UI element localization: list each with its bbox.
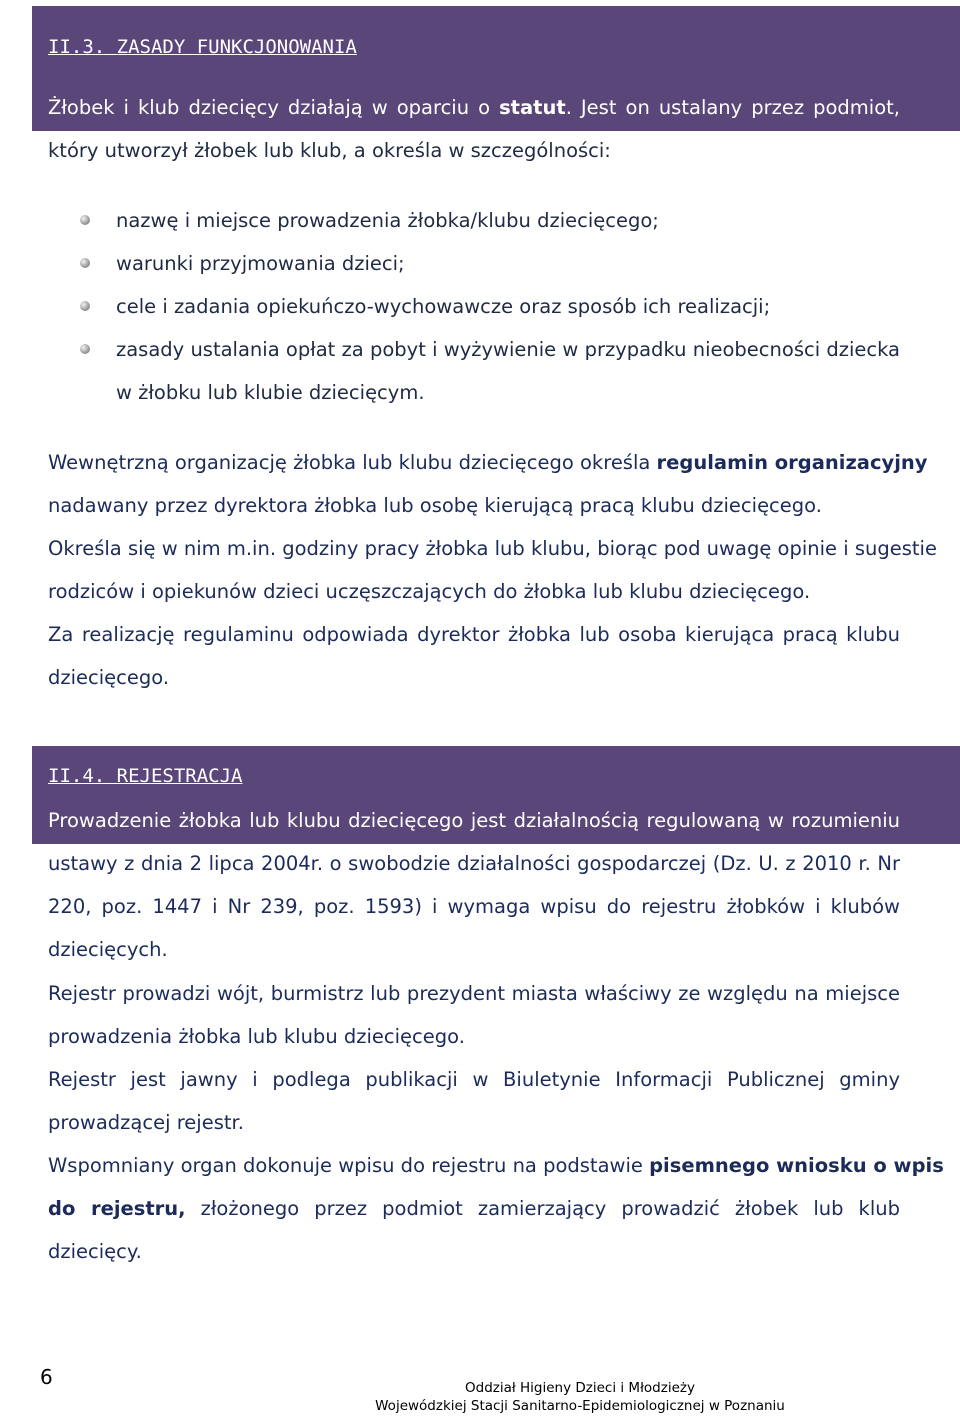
paragraph-line: nadawany przez dyrektora żłobka lub osobę kierującą pracą klubu dziecięcego. xyxy=(48,494,822,517)
paragraph-line: Wewnętrzną organizację żłobka lub klubu dziecięcego określa regulamin organizacyjny xyxy=(48,451,928,474)
section-heading: II.4. REJESTRACJA xyxy=(48,765,243,787)
paragraph-line: Żłobek i klub dziecięcy działają w oparciu o statut. Jest on ustalany przez podmiot, xyxy=(48,96,900,119)
bullet-icon xyxy=(80,301,90,311)
paragraph-line: ustawy z dnia 2 lipca 2004r. o swobodzie działalności gospodarczej (Dz. U. z 2010 r. Nr xyxy=(48,852,900,875)
bullet-icon xyxy=(80,215,90,225)
footer-line: Oddział Higieny Dzieci i Młodzieży xyxy=(465,1380,695,1396)
paragraph-line: dziecięcy. xyxy=(48,1240,142,1263)
section-heading: II.3. ZASADY FUNKCJONOWANIA xyxy=(48,36,357,58)
paragraph-line: dziecięcego. xyxy=(48,666,170,689)
paragraph-line: Określa się w nim m.in. godziny pracy żłobka lub klubu, biorąc pod uwagę opinie i sugestie xyxy=(48,537,937,560)
paragraph-line: 220, poz. 1447 i Nr 239, poz. 1593) i wymaga wpisu do rejestru żłobków i klubów xyxy=(48,895,900,918)
bullet-icon xyxy=(80,344,90,354)
bullet-icon xyxy=(80,258,90,268)
paragraph-line: dziecięcych. xyxy=(48,938,168,961)
paragraph-line: Prowadzenie żłobka lub klubu dziecięcego jest działalnością regulowaną w rozumieniu xyxy=(48,809,900,832)
paragraph-line: prowadzącej rejestr. xyxy=(48,1111,244,1134)
paragraph-line: rodziców i opiekunów dzieci uczęszczających do żłobka lub klubu dziecięcego. xyxy=(48,580,811,603)
paragraph-line: Rejestr jest jawny i podlega publikacji w Biuletynie Informacji Publicznej gminy xyxy=(48,1068,900,1091)
page-number: 6 xyxy=(40,1365,53,1389)
footer-line: Wojewódzkiej Stacji Sanitarno-Epidemiologicznej w Poznaniu xyxy=(375,1398,785,1414)
paragraph-line: Za realizację regulaminu odpowiada dyrektor żłobka lub osoba kierująca pracą klubu xyxy=(48,623,900,646)
paragraph-line: Wspomniany organ dokonuje wpisu do rejestru na podstawie pisemnego wniosku o wpis xyxy=(48,1154,944,1177)
paragraph-line: który utworzył żłobek lub klub, a określa w szczególności: xyxy=(48,139,611,162)
paragraph-line: Rejestr prowadzi wójt, burmistrz lub prezydent miasta właściwy ze względu na miejsce xyxy=(48,982,900,1005)
paragraph-line: prowadzenia żłobka lub klubu dziecięcego. xyxy=(48,1025,465,1048)
paragraph-line: do rejestru, złożonego przez podmiot zamierzający prowadzić żłobek lub klub xyxy=(48,1197,900,1220)
